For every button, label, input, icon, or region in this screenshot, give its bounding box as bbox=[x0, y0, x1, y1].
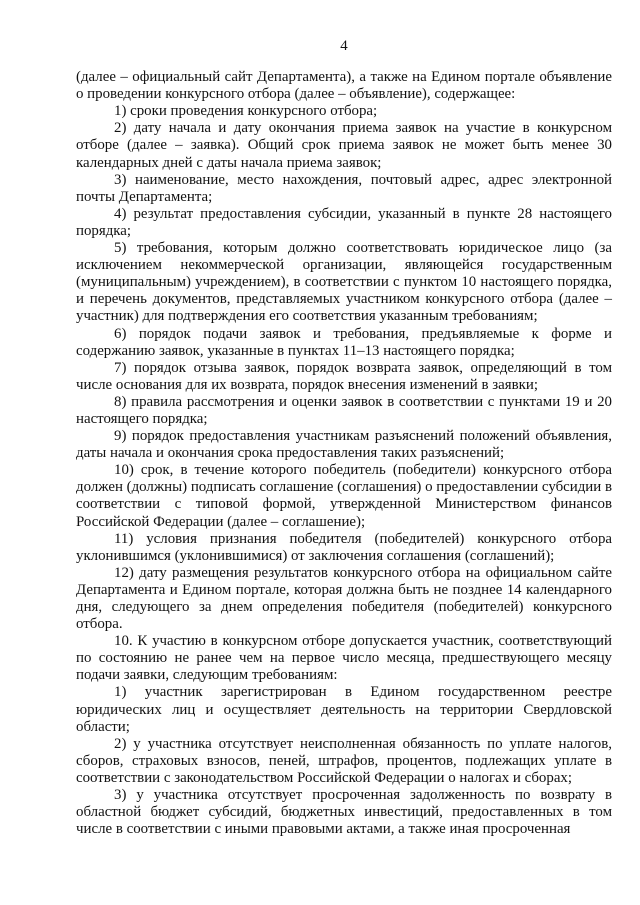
document-page bbox=[76, 38, 612, 838]
list-item-10-agreement-deadline: 10) срок, в течение которого победитель (победители) конкурсного отбора должен (должны) подписать соглашение (соглашения) о предоставлении субсидии в соответствии с типовой формой, утвержденной Министерством финансов Российской Федерации (далее – соглашение); bbox=[76, 462, 612, 530]
list-item-4-subsidy-result: 4) результат предоставления субсидии, указанный в пункте 28 настоящего порядка; bbox=[76, 205, 612, 239]
list-item-3-department-contacts: 3) наименование, место нахождения, почтовый адрес, адрес электронной почты Департамента; bbox=[76, 171, 612, 205]
document-body bbox=[76, 69, 612, 838]
paragraph-continuation: (далее – официальный сайт Департамента), а также на Едином портале объявление о проведении конкурсного отбора (далее – объявление), содержащее: bbox=[76, 69, 612, 103]
requirement-1-registration: 1) участник зарегистрирован в Едином государственном реестре юридических лиц и осуществляет деятельность на территории Свердловской области; bbox=[76, 684, 612, 735]
page-number: 4 bbox=[340, 38, 348, 54]
list-item-11-evasion-conditions: 11) условия признания победителя (победителей) конкурсного отбора уклонившимся (уклонившимися) от заключения соглашения (соглашений); bbox=[76, 530, 612, 564]
list-item-9-clarifications: 9) порядок предоставления участникам разъяснений положений объявления, даты начала и окончания срока предоставления таких разъяснений; bbox=[76, 428, 612, 462]
list-item-12-results-publication: 12) дату размещения результатов конкурсного отбора на официальном сайте Департамента и Едином портале, которая должна быть не позднее 14 календарного дня, следующего за днем определения победителя (победителей) конкурсного отбора. bbox=[76, 564, 612, 633]
list-item-8-evaluation-rules: 8) правила рассмотрения и оценки заявок в соответствии с пунктами 19 и 20 настоящего порядка; bbox=[76, 393, 612, 427]
list-item-1-schedule: 1) сроки проведения конкурсного отбора; bbox=[114, 103, 378, 120]
requirement-3-no-overdue-debt: 3) у участника отсутствует просроченная задолженность по возврату в областной бюджет субсидий, бюджетных инвестиций, предоставленных в том числе в соответствии с иными правовыми актами, а также иная просроченная bbox=[76, 787, 612, 838]
requirement-2-no-tax-debt: 2) у участника отсутствует неисполненная обязанность по уплате налогов, сборов, страховых взносов, пеней, штрафов, процентов, подлежащих уплате в соответствии с законодательством Российской Федерации о налогах и сборах; bbox=[76, 735, 612, 786]
list-item-6-submission-procedure: 6) порядок подачи заявок и требования, предъявляемые к форме и содержанию заявок, указанные в пунктах 11–13 настоящего порядка; bbox=[76, 325, 612, 359]
section-10-eligibility: 10. К участию в конкурсном отборе допускается участник, соответствующий по состоянию не ранее чем на первое число месяца, предшествующего месяцу подачи заявки, следующим требованиям: bbox=[76, 633, 612, 684]
list-item-7-withdrawal-procedure: 7) порядок отзыва заявок, порядок возврата заявок, определяющий в том числе основания для их возврата, порядок внесения изменений в заявки; bbox=[76, 359, 612, 393]
list-item-2-application-dates: 2) дату начала и дату окончания приема заявок на участие в конкурсном отборе (далее – заявка). Общий срок приема заявок не может быть менее 30 календарных дней с даты начала приема заявок; bbox=[76, 120, 612, 171]
list-item-5-requirements: 5) требования, которым должно соответствовать юридическое лицо (за исключением некоммерческой организации, являющейся государственным (муниципальным) учреждением), в соответствии с пунктом 10 настоящего порядка, и перечень документов, представляемых участником конкурсного отбора (далее – участник) для подтверждения его соответствия указанным требованиям; bbox=[76, 240, 612, 325]
